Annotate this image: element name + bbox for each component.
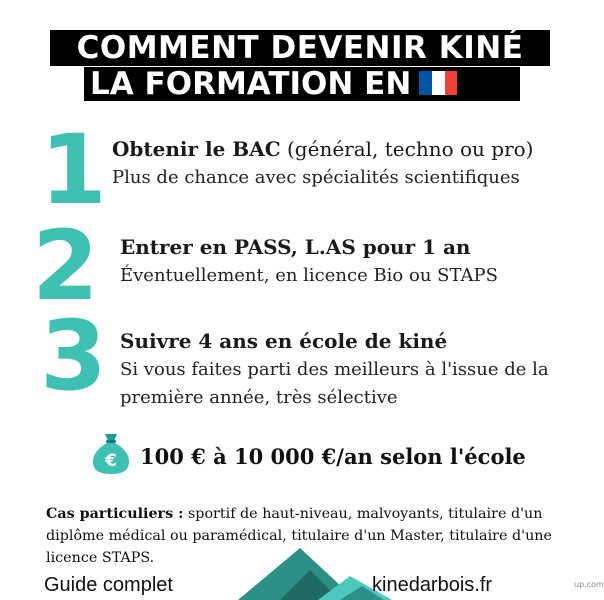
step-3-detail-line-1: Si vous faites parti des meilleurs à l'issue de la — [120, 359, 549, 380]
title-line-2-text: LA FORMATION EN — [90, 66, 412, 102]
special-cases-text: sportif de haut-niveau, malvoyants, titulaire d'un diplôme médical ou paramédical, titulaire d'un Master, titulaire d'une licence STAPS. — [46, 506, 552, 566]
footer-site-link[interactable]: kinedarbois.fr — [372, 574, 493, 596]
watermark: up.com — [574, 580, 604, 589]
step-number-1: 1 — [40, 114, 107, 226]
step-2-heading-bold: Entrer en PASS, L.AS pour 1 an — [120, 235, 471, 259]
step-1-heading-bold: Obtenir le BAC — [112, 137, 281, 161]
step-1-detail-line-1: Plus de chance avec spécialités scientifiques — [112, 167, 520, 188]
step-number-2: 2 — [32, 210, 99, 322]
step-2-detail-line-1: Éventuellement, en licence Bio ou STAPS — [120, 265, 498, 286]
step-3-heading-bold: Suivre 4 ans en école de kiné — [120, 329, 448, 353]
footer-guide-link[interactable]: Guide complet — [44, 574, 173, 596]
special-cases-label: Cas particuliers : — [46, 506, 184, 522]
svg-text:€: € — [105, 451, 117, 471]
cost-text: 100 € à 10 000 €/an selon l'école — [140, 444, 526, 469]
step-3-detail-line-2: première année, très sélective — [120, 387, 398, 408]
title-line-1: COMMENT DEVENIR KINÉ — [50, 30, 550, 66]
step-number-3: 3 — [40, 300, 107, 412]
step-1-heading-rest: (général, techno ou pro) — [280, 137, 534, 161]
